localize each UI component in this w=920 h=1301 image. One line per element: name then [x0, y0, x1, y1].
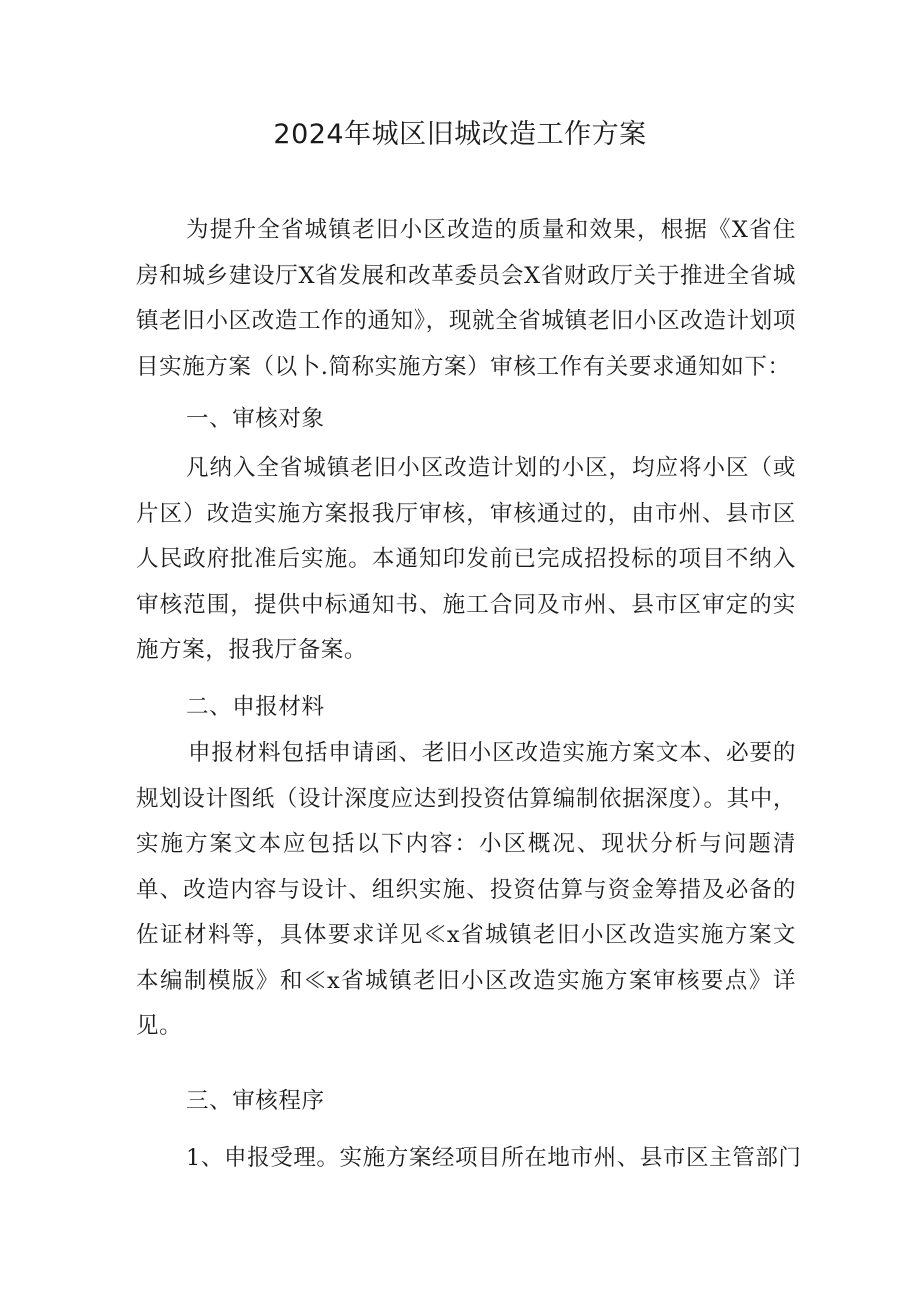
section2-heading: 二、申报材料	[186, 694, 325, 720]
section3-item1: 1、申报受理。实施方案经项目所在地市州、县市区主管部门	[186, 1145, 802, 1171]
section1-heading: 一、审核对象	[186, 406, 325, 432]
section3-heading: 三、审核程序	[186, 1088, 325, 1114]
document-title: 2024年城区旧城改造工作方案	[273, 119, 647, 150]
section1-paragraph: 凡纳入全省城镇老旧小区改造计划的小区，均应将小区（或片区）改造实施方案报我厅审核，审核通过的，由市州、县市区人民政府批准后实施。本通知印发前已完成招投标的项目不纳入审核范围，提供中标通知书、施工合同及市州、县市区审定的实施方案，报我厅备案。	[136, 455, 796, 663]
section2-paragraph: 申报材料包括申请函、老旧小区改造实施方案文本、必要的规划设计图纸（设计深度应达到投资估算编制依据深度）。其中，实施方案文本应包括以下内容：小区概况、现状分析与问题清单、改造内容与设计、组织实施、投资估算与资金筹措及必备的佐证材料等，具体要求详见≪x省城镇老旧小区改造实施方案文本编制模版》和≪x省城镇老旧小区改造实施方案审核要点》详见。	[136, 740, 796, 1039]
intro-paragraph: 为提升全省城镇老旧小区改造的质量和效果，根据《X省住房和城乡建设厅X省发展和改革委员会X省财政厅关于推进全省城镇老旧小区改造工作的通知》，现就全省城镇老旧小区改造计划项目实施方案（以卜.简称实施方案）审核工作有关要求通知如下：	[136, 217, 796, 380]
